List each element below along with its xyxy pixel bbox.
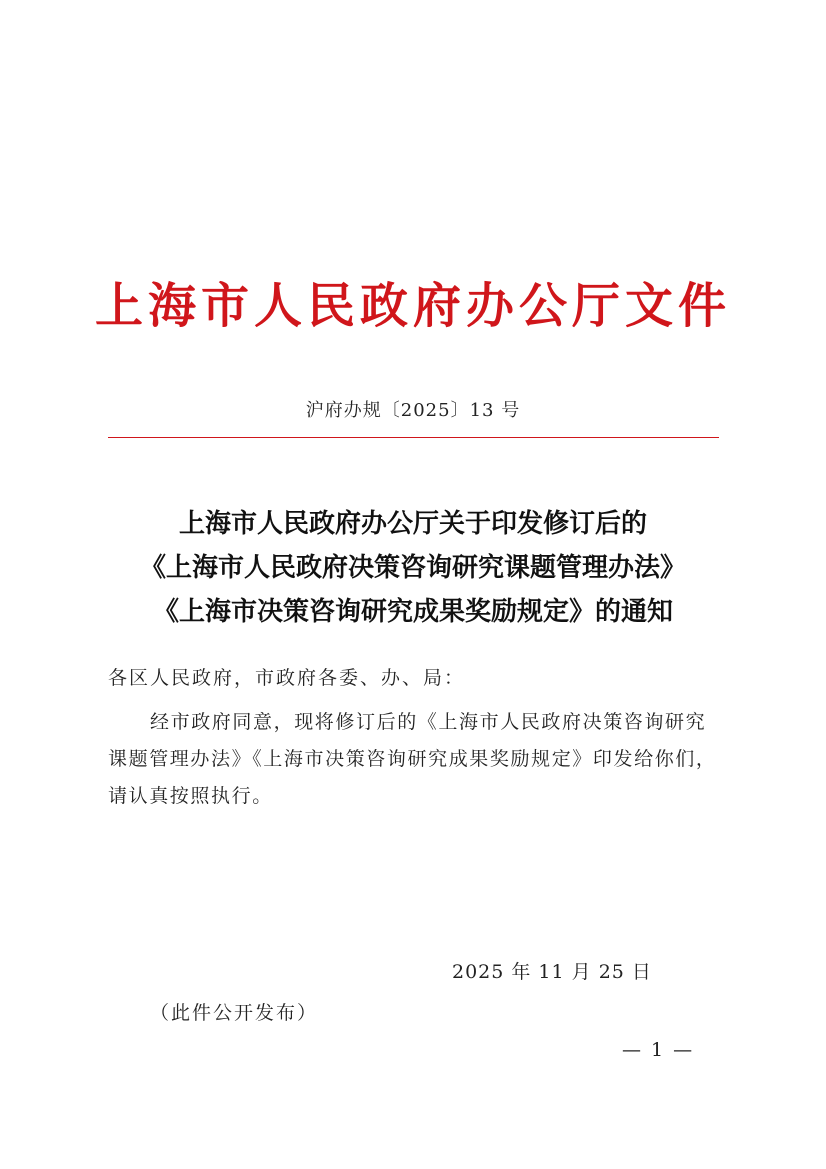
addressee: 各区人民政府，市政府各委、办、局：	[108, 667, 466, 689]
public-release-note: （此件公开发布）	[150, 1002, 319, 1024]
issue-date: 2025 年 11 月 25 日	[452, 961, 652, 983]
title-line-3: 《上海市决策咨询研究成果奖励规定》的通知	[152, 597, 673, 627]
title-line-2: 《上海市人民政府决策咨询研究课题管理办法》	[139, 553, 686, 583]
body-paragraph	[108, 704, 728, 815]
document-masthead: 上海市人民政府办公厅文件	[94, 278, 731, 334]
body-line-1: 经市政府同意，现将修订后的《上海市人民政府决策咨询研究	[150, 711, 707, 733]
body-line-3: 请认真按照执行。	[108, 785, 273, 807]
document-title	[0, 502, 826, 634]
document-number: 沪府办规〔2025〕13 号	[305, 400, 521, 421]
title-line-1: 上海市人民政府办公厅关于印发修订后的	[178, 509, 647, 539]
body-line-2: 课题管理办法》《上海市决策咨询研究成果奖励规定》印发给你们，	[108, 748, 717, 770]
red-divider-line	[108, 437, 719, 438]
page-number: — 1 —	[622, 1039, 695, 1061]
